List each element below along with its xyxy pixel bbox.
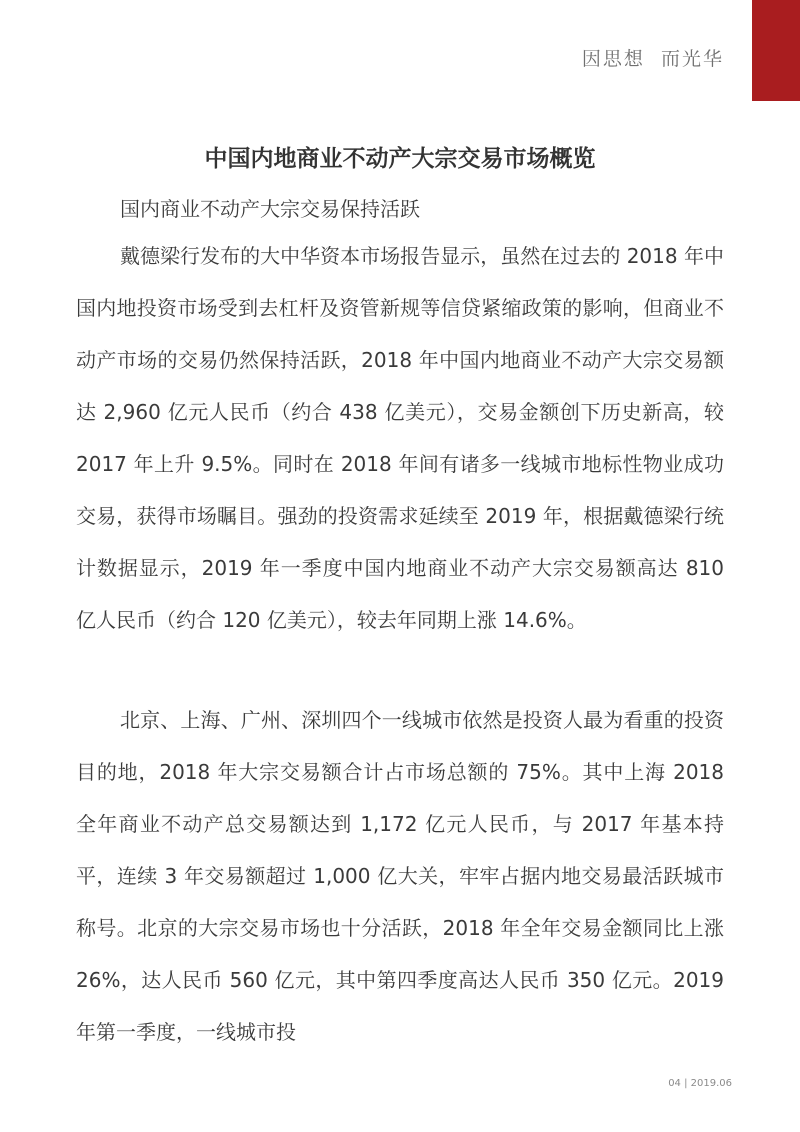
page-footer: 04 | 2019.06 [668, 1078, 732, 1089]
header-tagline: 因思想 而光华 [581, 48, 724, 70]
body-paragraph-1: 戴德梁行发布的大中华资本市场报告显示，虽然在过去的 2018 年中国内地投资市场受到去杠杆及资管新规等信贷紧缩政策的影响，但商业不动产市场的交易仍然保持活跃，2018 年中国内地商业不动产大宗交易额达 2,960 亿元人民币（约合 438 亿美元），交易金额创下历史新高，较 2017 年上升 9.5%。同时在 2018 年间有诸多一线城市地标性物业成功交易，获得市场瞩目。强劲的投资需求延续至 2019 年，根据戴德梁行统计数据显示，2019 年一季度中国内地商业不动产大宗交易额高达 810 亿人民币（约合 120 亿美元），较去年同期上涨 14.6%。 [76, 244, 724, 632]
section-subtitle: 国内商业不动产大宗交易保持活跃 [120, 197, 420, 221]
page-title: 中国内地商业不动产大宗交易市场概览 [204, 146, 596, 172]
body-paragraph-2: 北京、上海、广州、深圳四个一线城市依然是投资人最为看重的投资目的地，2018 年大宗交易额合计占市场总额的 75%。其中上海 2018 全年商业不动产总交易额达到 1,172 亿元人民币，与 2017 年基本持平，连续 3 年交易额超过 1,000 亿大关，牢牢占据内地交易最活跃城市称号。北京的大宗交易市场也十分活跃，2018 年全年交易金额同比上涨 26%，达人民币 560 亿元，其中第四季度高达人民币 350 亿元。2019 年第一季度，一线城市投 [76, 708, 724, 1044]
red-corner-tab [752, 0, 800, 101]
